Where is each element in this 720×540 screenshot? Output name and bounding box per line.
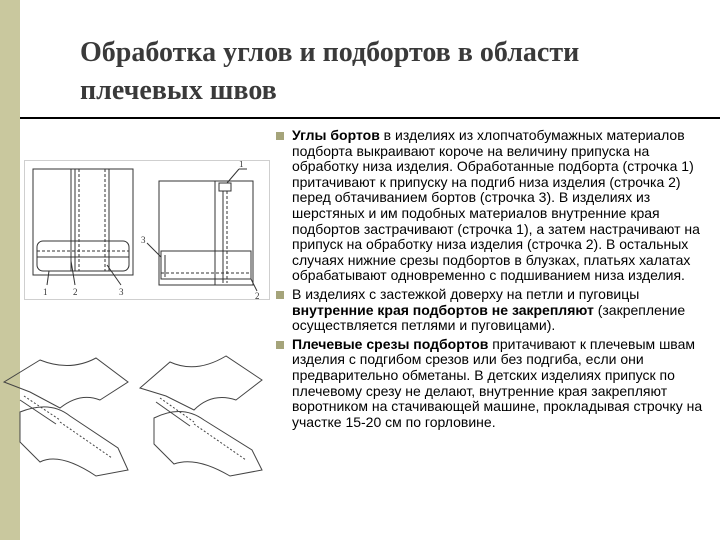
title-line-2: плечевых швов (80, 75, 277, 106)
bullet-text: притачивают к плечевым швам изделия с подгибом срезов или без подгиба, если они предварительно обметаны. В детских изделиях припуск по плечевому срезу не делают, внутренние края закрепляют воротником на стачивающей машине, прокладывая строчку на участке 15-20 см по горловине. (292, 335, 703, 430)
shoulder-seam-illustration (0, 352, 272, 482)
bullet-item-corners (276, 128, 712, 284)
callout-2-right: 2 (255, 291, 260, 301)
slide-title (80, 34, 680, 110)
bullet-marker (276, 341, 284, 349)
callout-1-left: 1 (43, 287, 48, 297)
callout-3-right: 3 (141, 235, 146, 245)
callout-1-right: 1 (239, 161, 244, 169)
bullet-item-shoulder (276, 337, 712, 431)
callout-2-left: 2 (73, 287, 78, 297)
bullet-marker (276, 132, 284, 140)
title-underline (20, 117, 720, 119)
title-line-1: Обработка углов и подбортов в области (80, 37, 580, 68)
bullet-text: в изделиях из хлопчатобумажных материалов подборта выкраивают короче на величину припуска на обработку низа изделия. Обработанные подборта (строчка 1) притачивают к припуску на подгиб низа изделия (строчка 2) перед обтачиванием бортов (строчка 3). В изделиях из шерстяных и им подобных материалов внутренние края подбортов застрачивают (строчка 1), а затем настрачивают на припуск на обработку низа изделия (строчка 2). В остальных случаях нижние срезы подбортов в блузках, платьях халатах обрабатывают одновременно с подшиванием низа изделия. (292, 127, 700, 284)
bullet-bold: внутренние края подбортов не закрепляют (292, 301, 594, 318)
hem-corner-illustration (24, 160, 270, 300)
bullet-marker (276, 291, 284, 299)
bullet-text-pre: В изделиях с застежкой доверху на петли и пуговицы (292, 285, 640, 302)
shoulder-seam-drawing (0, 352, 272, 482)
bullet-lead: Плечевые срезы подбортов (292, 335, 489, 352)
bullet-list (276, 128, 712, 434)
callout-3-left: 3 (119, 287, 124, 297)
bullet-item-buttons (276, 287, 712, 334)
hem-corner-drawing (25, 161, 271, 301)
bullet-lead: Углы бортов (292, 127, 380, 143)
bullet-text-post: (закрепление осуществляется петлями и пуговицами). (292, 301, 686, 334)
